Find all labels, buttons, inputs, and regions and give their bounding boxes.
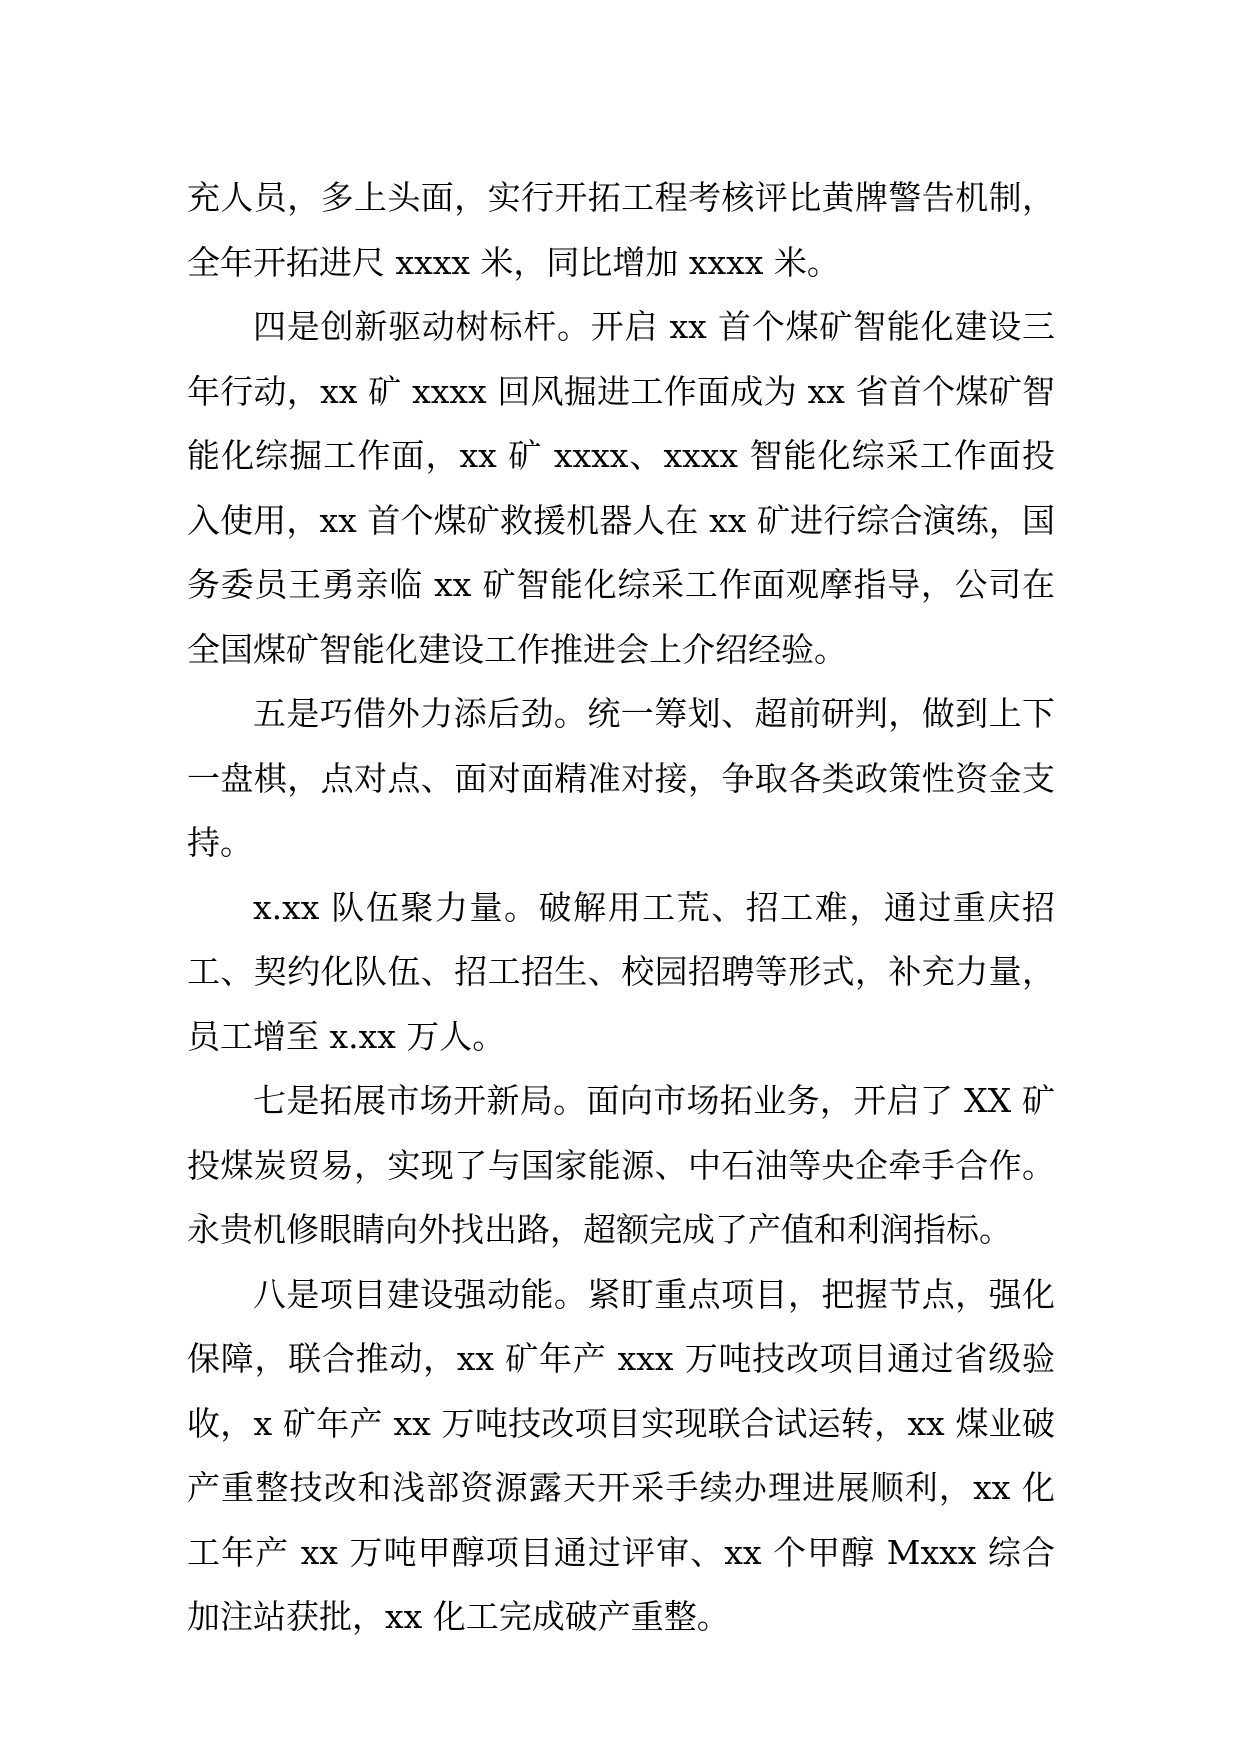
paragraph-continuation: 充人员，多上头面，实行开拓工程考核评比黄牌警告机制，全年开拓进尺 xxxx 米，同比增加 xxxx 米。 xyxy=(187,178,1055,282)
paragraph-external-funding: 五是巧借外力添后劲。统一筹划、超前研判，做到上下一盘棋，点对点、面对面精准对接，争取各类政策性资金支持。 xyxy=(187,694,1055,862)
paragraph-workforce: x.xx 队伍聚力量。破解用工荒、招工难，通过重庆招工、契约化队伍、招工招生、校园招聘等形式，补充力量，员工增至 x.xx 万人。 xyxy=(187,887,1055,1056)
paragraph-market: 七是拓展市场开新局。面向市场拓业务，开启了 XX 矿投煤炭贸易，实现了与国家能源、中石油等央企牵手合作。永贵机修眼睛向外找出路，超额完成了产值和利润指标。 xyxy=(187,1081,1055,1249)
document-body xyxy=(187,166,1055,1650)
paragraph-innovation: 四是创新驱动树标杆。开启 xx 首个煤矿智能化建设三年行动，xx 矿 xxxx 回风掘进工作面成为 xx 省首个煤矿智能化综掘工作面，xx 矿 xxxx、xxxx 智能化综采工作面投入使用，xx 首个煤矿救援机器人在 xx 矿进行综合演练，国务委员王勇亲临 xx 矿智能化综采工作面观摩指导，公司在全国煤矿智能化建设工作推进会上介绍经验。 xyxy=(187,307,1055,669)
paragraph-projects: 八是项目建设强动能。紧盯重点项目，把握节点，强化保障，联合推动，xx 矿年产 xxx 万吨技改项目通过省级验收，x 矿年产 xx 万吨技改项目实现联合试运转，xx 煤业破产重整技改和浅部资源露天开采手续办理进展顺利，xx 化工年产 xx 万吨甲醇项目通过评审、xx 个甲醇 Mxxx 综合加注站获批，xx 化工完成破产重整。 xyxy=(187,1274,1055,1636)
